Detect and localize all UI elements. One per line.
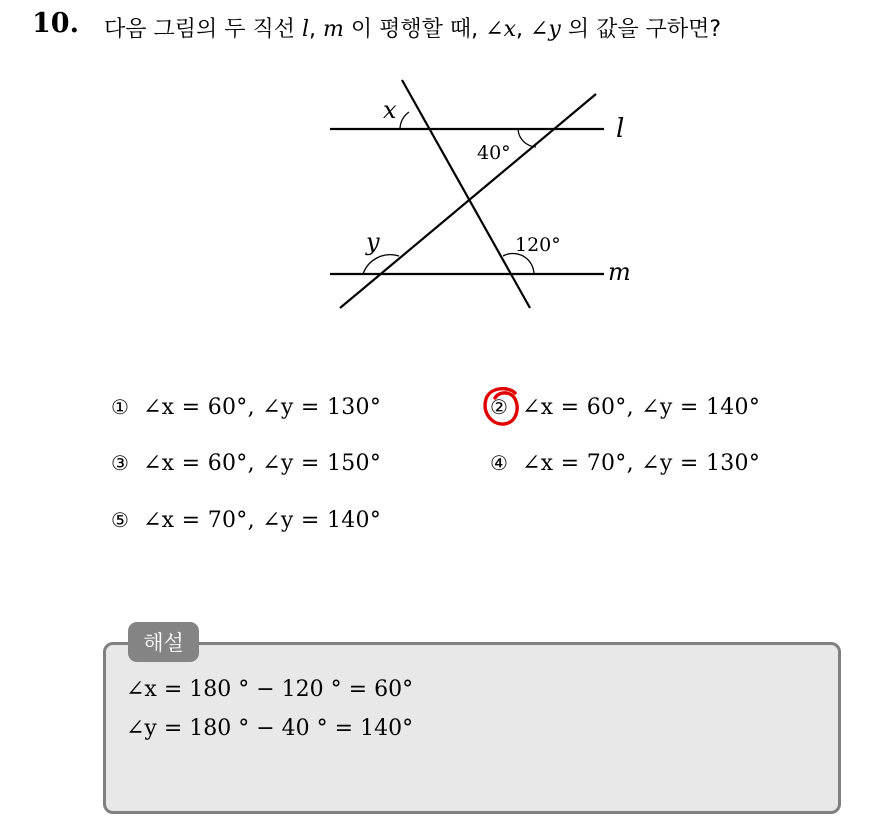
question-text-part: 이 평행할 때, [343,17,486,42]
choice-3[interactable] [111,451,381,476]
question-angle-x: ∠x [485,17,516,42]
choice-4[interactable] [490,451,760,476]
question-angle-y: ∠y [530,17,561,42]
choice-5-number: ⑤ [111,508,129,532]
choice-2[interactable] [490,395,760,420]
question-var-m: m [323,17,344,42]
question-var-l: l [302,17,310,42]
choice-3-text: ∠x = 60°, ∠y = 150° [142,451,382,476]
choice-1[interactable] [111,395,381,420]
choice-5[interactable] [111,508,381,533]
solution-line-1: ∠x = 180 ° − 120 ° = 60° [126,677,414,702]
solution-line-2: ∠y = 180 ° − 40 ° = 140° [126,716,414,741]
question-comma: , [309,17,324,42]
angle-120-label: 120° [515,234,561,256]
label-y: y [366,228,380,256]
choice-1-number: ① [111,395,129,419]
question-number: 10. [32,8,79,39]
question-comma: , [516,17,530,42]
question-text-part: 다음 그림의 두 직선 [104,17,302,42]
parallel-lines-diagram [300,70,660,320]
arc-120 [503,253,534,274]
label-l: l [616,114,625,144]
choice-2-number: ② [490,395,508,419]
question-text [104,12,721,43]
choice-2-text: ∠x = 60°, ∠y = 140° [521,395,761,420]
transversal-2 [340,94,596,308]
choice-4-text: ∠x = 70°, ∠y = 130° [521,451,761,476]
choice-3-number: ③ [111,451,129,475]
angle-40-label: 40° [477,142,511,164]
choice-4-number: ④ [490,451,508,475]
arc-x [400,112,409,129]
arc-40 [518,129,536,147]
geometry-figure [300,70,660,324]
choice-5-text: ∠x = 70°, ∠y = 140° [142,508,382,533]
label-x: x [383,96,397,124]
question-text-part: 의 값을 구하면? [560,17,722,42]
answer-mark-circle [482,385,522,429]
label-m: m [608,258,631,286]
solution-tab: 해설 [128,622,199,662]
choice-1-text: ∠x = 60°, ∠y = 130° [142,395,382,420]
